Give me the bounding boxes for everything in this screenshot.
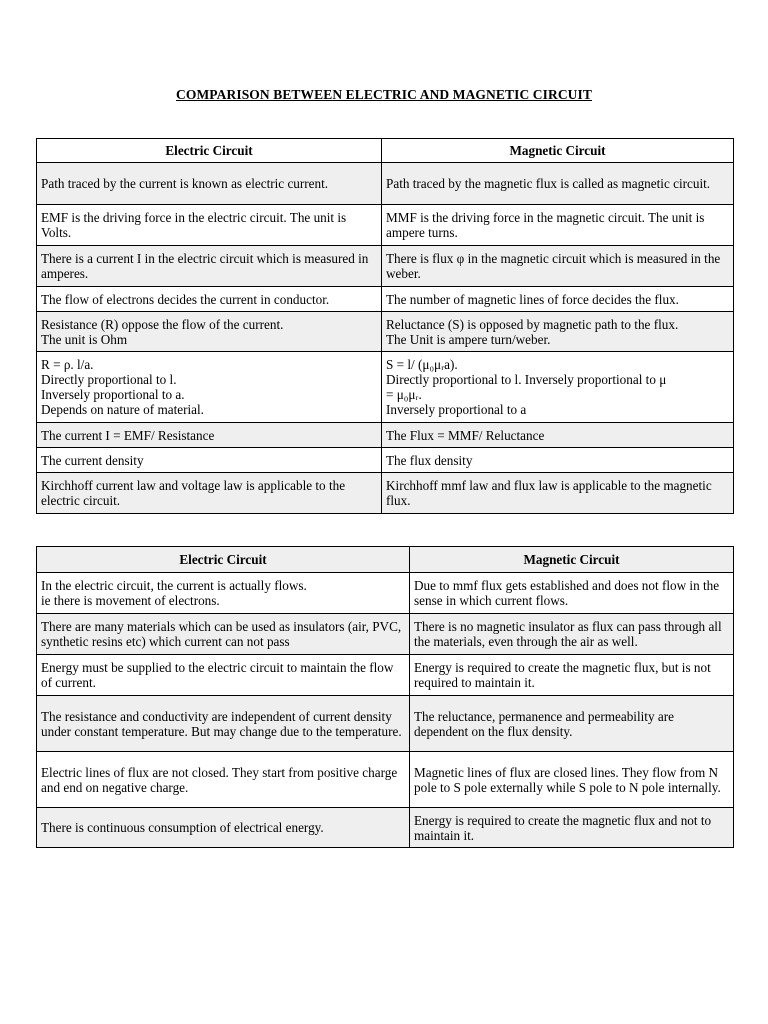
electric-cell: Path traced by the current is known as electric current. xyxy=(41,176,329,191)
table-row xyxy=(37,287,734,312)
magnetic-cell: Due to mmf flux gets established and does not flow in the sense in which current flows. xyxy=(414,578,720,608)
electric-cell: The current density xyxy=(41,452,144,468)
table-header-row xyxy=(37,547,734,573)
magnetic-cell: The Flux = MMF/ Reluctance xyxy=(386,427,545,443)
table-row xyxy=(37,448,734,473)
magnetic-cell: Magnetic lines of flux are closed lines. They flow from N pole to S pole externally while S pole to N pole internally. xyxy=(414,764,721,795)
comparison-table-2 xyxy=(36,546,734,848)
page-title: COMPARISON BETWEEN ELECTRIC AND MAGNETIC CIRCUIT xyxy=(176,87,592,102)
electric-cell: Kirchhoff current law and voltage law is applicable to the electric circuit. xyxy=(41,478,346,508)
table-row xyxy=(37,473,734,514)
electric-cell: The flow of electrons decides the current in conductor. xyxy=(41,291,330,307)
table-row xyxy=(37,696,734,752)
header-magnetic: Magnetic Circuit xyxy=(410,547,734,573)
electric-cell: In the electric circuit, the current is actually flows. ie there is movement of electrons. xyxy=(41,578,307,608)
magnetic-cell: The reluctance, permanence and permeability are dependent on the flux density. xyxy=(414,708,674,739)
magnetic-cell: Energy is required to create the magnetic flux, but is not required to maintain it. xyxy=(414,660,711,690)
magnetic-cell: Energy is required to create the magnetic flux and not to maintain it. xyxy=(414,812,712,843)
table-row xyxy=(37,808,734,848)
header-electric: Electric Circuit xyxy=(37,547,410,573)
table-row xyxy=(37,312,734,352)
electric-cell: There is continuous consumption of electrical energy. xyxy=(41,820,324,835)
table-row xyxy=(37,205,734,246)
magnetic-cell: MMF is the driving force in the magnetic circuit. The unit is ampere turns. xyxy=(386,210,705,240)
electric-cell: Electric lines of flux are not closed. They start from positive charge and end on negative charge. xyxy=(41,764,398,795)
table-row xyxy=(37,423,734,448)
magnetic-cell: S = l/ (μ₀μᵣa). Directly proportional to l. Inversely proportional to μ = μ₀μᵣ. Inversely proportional to a xyxy=(386,357,667,417)
table-header-row xyxy=(37,139,734,163)
table-row xyxy=(37,246,734,287)
table-row xyxy=(37,163,734,205)
electric-cell: The resistance and conductivity are independent of current density under constant temperature. But may change due to the temperature. xyxy=(41,708,402,739)
electric-cell: Resistance (R) oppose the flow of the current. The unit is Ohm xyxy=(41,316,284,347)
electric-cell: Energy must be supplied to the electric circuit to maintain the flow of current. xyxy=(41,660,394,690)
magnetic-cell: Path traced by the magnetic flux is called as magnetic circuit. xyxy=(386,176,711,191)
table-row xyxy=(37,655,734,696)
header-magnetic: Magnetic Circuit xyxy=(382,139,734,163)
electric-cell: The current I = EMF/ Resistance xyxy=(41,427,215,443)
magnetic-cell: The number of magnetic lines of force decides the flux. xyxy=(386,291,679,307)
electric-cell: R = ρ. l/a. Directly proportional to l. Inversely proportional to a. Depends on nature of material. xyxy=(41,357,204,417)
table-row xyxy=(37,352,734,423)
magnetic-cell: There is flux φ in the magnetic circuit which is measured in the weber. xyxy=(386,251,721,281)
magnetic-cell: The flux density xyxy=(386,452,473,468)
header-electric: Electric Circuit xyxy=(37,139,382,163)
electric-cell: There are many materials which can be used as insulators (air, PVC, synthetic resins etc) which current can not pass xyxy=(41,619,402,649)
electric-cell: EMF is the driving force in the electric circuit. The unit is Volts. xyxy=(41,210,347,240)
magnetic-cell: Kirchhoff mmf law and flux law is applicable to the magnetic flux. xyxy=(386,478,712,508)
table-row xyxy=(37,614,734,655)
magnetic-cell: There is no magnetic insulator as flux can pass through all the materials, even through the air as well. xyxy=(414,619,722,649)
comparison-table-1 xyxy=(36,138,734,514)
table-row xyxy=(37,752,734,808)
electric-cell: There is a current I in the electric circuit which is measured in amperes. xyxy=(41,251,369,281)
table-row xyxy=(37,573,734,614)
magnetic-cell: Reluctance (S) is opposed by magnetic path to the flux. The Unit is ampere turn/weber. xyxy=(386,316,679,347)
